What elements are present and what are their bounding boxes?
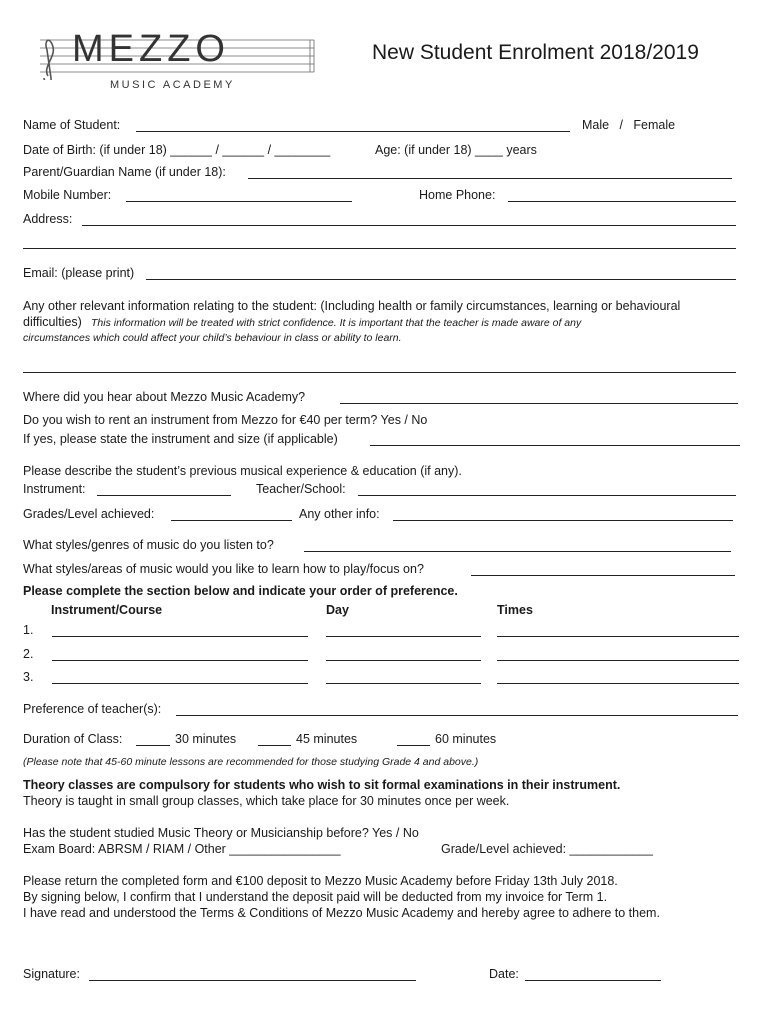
signature-field[interactable] — [89, 980, 416, 981]
theory-description: Theory is taught in small group classes, which take place for 30 minutes once per week. — [23, 794, 510, 808]
grade-level-field[interactable]: Grade/Level achieved: ____________ — [441, 842, 653, 856]
logo-wordmark: MEZZO — [72, 28, 230, 70]
pref-row-3-times[interactable] — [497, 683, 739, 684]
experience-label: Please describe the student’s previous musical experience & education (if any). — [23, 464, 462, 478]
address-field-1[interactable] — [82, 225, 736, 226]
confidential-note-2: circumstances which could affect your child’s behaviour in class or ability to learn. — [23, 332, 402, 344]
dob-label[interactable]: Date of Birth: (if under 18) ______ / ______ / ________ — [23, 143, 331, 157]
gender-options[interactable]: Male / Female — [582, 118, 676, 132]
duration-note: (Please note that 45-60 minute lessons are recommended for those studying Grade 4 and above.) — [23, 756, 479, 768]
home-phone-label: Home Phone: — [419, 188, 496, 202]
logo — [32, 28, 322, 98]
duration-45-option: 45 minutes — [296, 732, 358, 746]
pref-row-1-day[interactable] — [326, 636, 481, 637]
theory-studied-question[interactable]: Has the student studied Music Theory or Musicianship before? Yes / No — [23, 826, 419, 840]
signature-label: Signature: — [23, 967, 80, 981]
pref-row-1-times[interactable] — [497, 636, 739, 637]
confidential-note: This information will be treated with strict confidence. It is important that the teacher is made aware of any — [91, 317, 582, 329]
pref-row-2-day[interactable] — [326, 660, 481, 661]
exam-board-field[interactable]: Exam Board: ABRSM / RIAM / Other ________________ — [23, 842, 341, 856]
pref-row-1-instrument[interactable] — [52, 636, 308, 637]
pref-row-number: 3. — [23, 670, 34, 684]
duration-60-blank[interactable] — [397, 745, 430, 746]
home-phone-field[interactable] — [508, 201, 736, 202]
teacher-school-label: Teacher/School: — [256, 482, 346, 496]
grades-label: Grades/Level achieved: — [23, 507, 155, 521]
col-day-header: Day — [326, 603, 349, 617]
duration-label: Duration of Class: — [23, 732, 123, 746]
terms-agreement: I have read and understood the Terms & Conditions of Mezzo Music Academy and hereby agree to adhere to them. — [23, 906, 660, 920]
deposit-confirmation: By signing below, I confirm that I understand the deposit paid will be deducted from my invoice for Term 1. — [23, 890, 608, 904]
address-label: Address: — [23, 212, 73, 226]
theory-heading: Theory classes are compulsory for students who wish to sit formal examinations in their instrument. — [23, 778, 621, 792]
rent-detail-field[interactable] — [370, 445, 740, 446]
mobile-field[interactable] — [126, 201, 352, 202]
name-label: Name of Student: — [23, 118, 121, 132]
name-field[interactable] — [136, 131, 570, 132]
pref-row-3-instrument[interactable] — [52, 683, 308, 684]
other-info-label: Any other relevant information relating to the student: (Including health or family circumstances, learning or behavioural — [23, 299, 681, 313]
any-other-info-field[interactable] — [393, 520, 733, 521]
teacher-pref-field[interactable] — [176, 715, 738, 716]
age-label[interactable]: Age: (if under 18) ____ years — [375, 143, 537, 157]
other-info-label-2: difficulties) — [23, 315, 82, 329]
rent-detail-label: If yes, please state the instrument and size (if applicable) — [23, 432, 338, 446]
rent-question[interactable]: Do you wish to rent an instrument from Mezzo for €40 per term? Yes / No — [23, 413, 428, 427]
return-instructions: Please return the completed form and €100 deposit to Mezzo Music Academy before Friday 13th July 2018. — [23, 874, 618, 888]
date-field[interactable] — [525, 980, 661, 981]
duration-30-blank[interactable] — [136, 745, 170, 746]
styles-listen-field[interactable] — [304, 551, 731, 552]
mobile-label: Mobile Number: — [23, 188, 112, 202]
other-info-field[interactable] — [23, 372, 736, 373]
styles-learn-label: What styles/areas of music would you like to learn how to play/focus on? — [23, 562, 424, 576]
page-title: New Student Enrolment 2018/2019 — [372, 41, 699, 64]
instrument-field[interactable] — [97, 495, 231, 496]
teacher-pref-label: Preference of teacher(s): — [23, 702, 162, 716]
duration-30-option: 30 minutes — [175, 732, 237, 746]
duration-60-option: 60 minutes — [435, 732, 497, 746]
pref-row-2-instrument[interactable] — [52, 660, 308, 661]
address-field-2[interactable] — [23, 248, 736, 249]
pref-row-2-times[interactable] — [497, 660, 739, 661]
pref-row-number: 1. — [23, 623, 34, 637]
instrument-label: Instrument: — [23, 482, 86, 496]
date-label: Date: — [489, 967, 519, 981]
pref-row-number: 2. — [23, 647, 34, 661]
email-field[interactable] — [146, 279, 736, 280]
styles-listen-label: What styles/genres of music do you listen to? — [23, 538, 274, 552]
email-label: Email: (please print) — [23, 266, 135, 280]
parent-label: Parent/Guardian Name (if under 18): — [23, 165, 226, 179]
any-other-info-label: Any other info: — [299, 507, 380, 521]
col-instrument-header: Instrument/Course — [51, 603, 163, 617]
col-times-header: Times — [497, 603, 533, 617]
teacher-school-field[interactable] — [358, 495, 736, 496]
preference-heading: Please complete the section below and indicate your order of preference. — [23, 584, 458, 598]
pref-row-3-day[interactable] — [326, 683, 481, 684]
logo-subtitle: MUSIC ACADEMY — [110, 79, 235, 91]
hear-about-field[interactable] — [340, 403, 738, 404]
styles-learn-field[interactable] — [471, 575, 735, 576]
grades-field[interactable] — [171, 520, 292, 521]
hear-about-label: Where did you hear about Mezzo Music Academy? — [23, 390, 306, 404]
parent-field[interactable] — [248, 178, 732, 179]
duration-45-blank[interactable] — [258, 745, 291, 746]
